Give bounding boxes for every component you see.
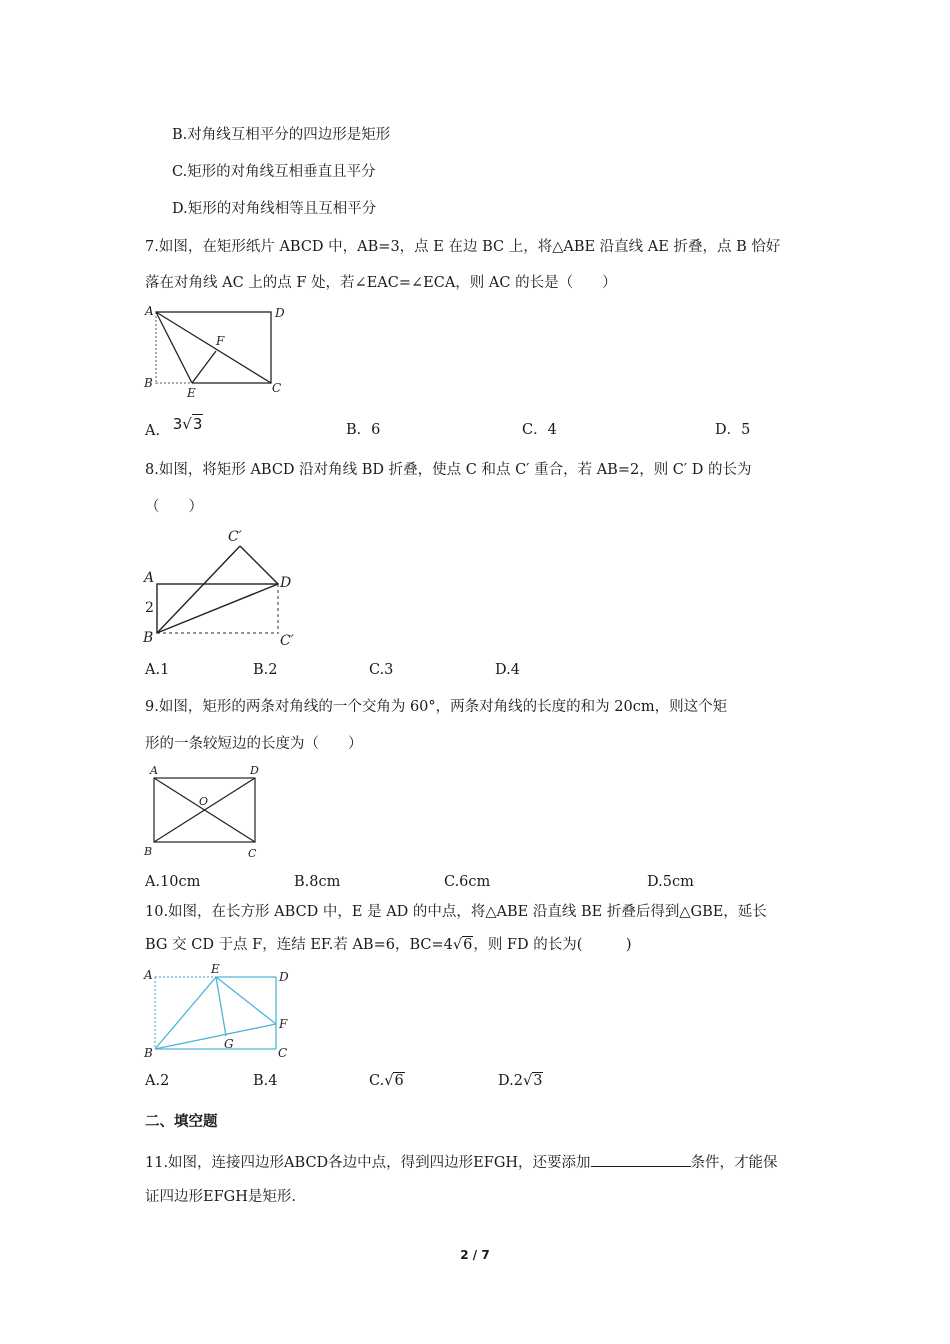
q10-option-d [498, 1071, 543, 1091]
q10-stem-line2-pre: BG 交 CD 于点 F，连结 EF.若 AB=6，BC=4 [145, 937, 453, 953]
q10-label-g: G [224, 1037, 234, 1051]
q8-stem-line1: 8.如图，将矩形 ABCD 沿对角线 BD 折叠，使点 C 和点 C′ 重合，若 AB=2，则 C′ D 的长为 [145, 462, 752, 478]
q7-stem-line2: 落在对角线 AC 上的点 F 处，若∠EAC=∠ECA，则 AC 的长是（ ） [145, 275, 617, 291]
q7-label-e: E [187, 386, 196, 400]
q7-diagonal-ac [156, 312, 271, 383]
q6-option-c: C.矩形的对角线互相垂直且平分 [172, 164, 376, 180]
q10-option-c [369, 1071, 405, 1091]
q7-line-ef [192, 351, 216, 383]
q10-stem-line2-post: ，则 FD 的长为( ) [473, 937, 632, 953]
q11-stem-line1-pre: 11.如图，连接四边形ABCD各边中点，得到四边形EFGH，还要添加 [145, 1155, 591, 1171]
q10-stem-line1: 10.如图，在长方形 ABCD 中，E 是 AD 的中点，将△ABE 沿直线 BE 折叠后得到△GBE，延长 [145, 904, 767, 920]
q10-option-d-radicand: 3 [533, 1073, 543, 1089]
q8-label-d: D [280, 575, 292, 591]
q8-option-b: B.2 [253, 662, 278, 678]
sqrt-icon: √6 [452, 937, 473, 953]
q7-label-a: A [145, 304, 154, 318]
q8-label-c-prime-bottom: C′ [280, 633, 294, 648]
q10-stem-radicand: 6 [463, 937, 473, 953]
sqrt-icon: √6 [384, 1073, 404, 1089]
q8-option-c: C.3 [369, 662, 394, 678]
q6-option-d: D.矩形的对角线相等且互相平分 [172, 201, 377, 217]
q7-label-b: B [144, 376, 153, 390]
q10-option-c-radicand: 6 [394, 1073, 404, 1089]
page-number: 2 / 7 [460, 1248, 490, 1262]
q10-option-c-prefix: C. [369, 1073, 385, 1089]
q6-option-b: B.对角线互相平分的四边形是矩形 [172, 127, 391, 143]
q10-figure [140, 962, 300, 1062]
q10-option-a: A.2 [145, 1073, 170, 1089]
q8-label-b: B [143, 630, 154, 646]
q7-option-c: C．4 [522, 422, 557, 438]
q7-option-b: B．6 [346, 422, 381, 438]
q11-stem-line1 [145, 1150, 778, 1173]
q7-label-d: D [275, 306, 285, 320]
q8-figure [140, 524, 300, 648]
q10-label-d: D [279, 970, 289, 984]
q9-stem-line1: 9.如图，矩形的两条对角线的一个交角为 60°，两条对角线的长度的和为 20cm，则这个矩 [145, 699, 728, 715]
q10-stem-line2 [145, 935, 632, 955]
q7-label-f: F [216, 334, 225, 348]
sqrt-icon: √3 [182, 415, 203, 433]
q7-label-c: C [272, 381, 282, 395]
q9-label-o: O [199, 795, 209, 808]
q10-option-b: B.4 [253, 1073, 278, 1089]
q10-label-e: E [211, 962, 220, 976]
sqrt-icon: √3 [522, 1073, 543, 1089]
q7-option-a-radicand: 3 [192, 415, 203, 433]
q9-option-d: D.5cm [647, 874, 694, 890]
q9-label-c: C [248, 847, 257, 860]
q8-option-d: D.4 [495, 662, 520, 678]
q7-stem-line1: 7.如图，在矩形纸片 ABCD 中，AB=3，点 E 在边 BC 上，将△ABE 沿直线 AE 折叠，点 B 恰好 [145, 239, 781, 255]
q8-option-a: A.1 [145, 662, 170, 678]
q10-label-f: F [279, 1017, 288, 1031]
q9-label-a: A [150, 764, 158, 777]
q8-diagonal-bd [157, 584, 278, 633]
q11-stem-line2: 证四边形EFGH是矩形. [145, 1189, 296, 1205]
q7-option-a-prefix: A. [145, 423, 161, 439]
q7-figure [140, 302, 300, 402]
q9-label-b: B [144, 845, 153, 858]
q9-stem-line2: 形的一条较短边的长度为（ ） [145, 736, 363, 752]
q7-option-d: D．5 [715, 422, 751, 438]
q9-option-a: A.10cm [145, 874, 201, 890]
q9-label-d: D [250, 764, 259, 777]
q8-label-two: 2 [145, 600, 154, 616]
q8-label-c-prime-top: C′ [228, 529, 242, 545]
q10-line-ef [216, 977, 276, 1024]
q7-option-a [145, 415, 203, 441]
q8-line-bc-prime [157, 546, 240, 633]
q9-option-b: B.8cm [294, 874, 341, 890]
q10-label-b: B [144, 1046, 153, 1060]
q9-option-c: C.6cm [444, 874, 491, 890]
q9-figure [140, 762, 270, 862]
q11-answer-blank[interactable] [591, 1150, 691, 1167]
q8-stem-line2: （ ） [145, 499, 203, 515]
q8-label-a: A [144, 570, 155, 586]
q11-stem-line1-post: 条件，才能保 [690, 1155, 778, 1171]
section-heading-fill-in: 二、填空题 [145, 1114, 218, 1130]
q10-option-d-prefix: D.2 [498, 1073, 523, 1089]
q10-label-a: A [144, 968, 153, 982]
q8-line-c-prime-d [240, 546, 278, 584]
q7-option-a-coef: 3 [172, 415, 183, 433]
q10-line-eg [216, 977, 226, 1036]
q10-label-c: C [278, 1046, 288, 1060]
q7-option-a-math [173, 415, 204, 433]
